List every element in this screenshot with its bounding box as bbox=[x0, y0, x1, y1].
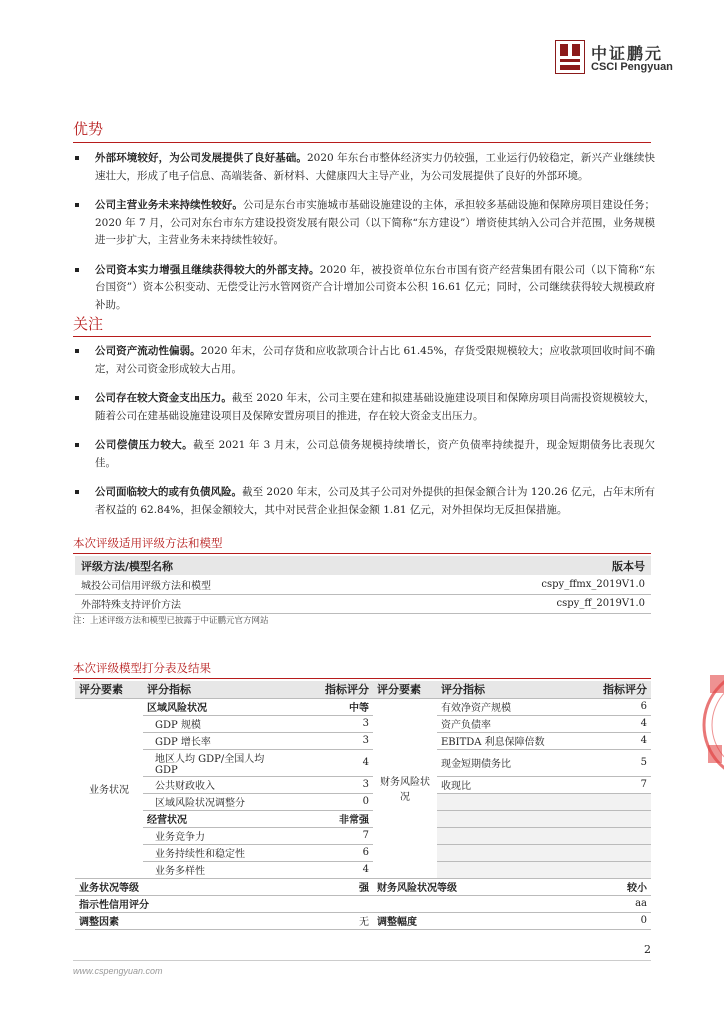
indicator-name: 有效净资产规模 bbox=[437, 698, 567, 715]
group-score: 非常强 bbox=[293, 810, 373, 827]
indicator-score: 4 bbox=[567, 732, 651, 749]
table-row bbox=[75, 575, 651, 594]
group-name: 经营状况 bbox=[143, 810, 293, 827]
table-header-row bbox=[75, 556, 651, 575]
method-version: cspy_ffmx_2019V1.0 bbox=[393, 575, 651, 594]
adjust-range: 0 bbox=[567, 912, 651, 929]
indicator-name: EBITDA 利息保障倍数 bbox=[437, 732, 567, 749]
indicator-score: 7 bbox=[293, 827, 373, 844]
methods-note: 注：上述评级方法和模型已披露于中证鹏元官方网站 bbox=[73, 616, 269, 626]
table-row bbox=[75, 698, 651, 715]
table-row bbox=[75, 594, 651, 613]
indicator-name: 业务竞争力 bbox=[143, 827, 293, 844]
table-row bbox=[75, 861, 651, 878]
business-factor-cell: 业务状况 bbox=[75, 698, 143, 878]
indicator-score: 4 bbox=[293, 861, 373, 878]
adjust-range-label: 调整幅度 bbox=[373, 912, 567, 929]
indicative-score-label: 指示性信用评分 bbox=[75, 895, 567, 912]
header-score-left: 指标评分 bbox=[293, 681, 373, 698]
concerns-list bbox=[75, 343, 655, 531]
group-score: 中等 bbox=[293, 698, 373, 715]
company-logo bbox=[555, 40, 705, 76]
business-grade: 强 bbox=[293, 878, 373, 895]
empty-cell bbox=[567, 844, 651, 861]
table-row bbox=[75, 732, 651, 749]
concern-item: 公司存在较大资金支出压力。截至 2020 年末，公司主要在建和拟建基础设施建设项目和保障房项目尚需投资规模较大，随着公司在建基础设施建设项目及保障安置房项目的推进，存在较大资金支出压力。 bbox=[75, 390, 655, 425]
col-version: 版本号 bbox=[393, 556, 651, 575]
adjust-factor: 无 bbox=[293, 912, 373, 929]
method-name: 外部特殊支持评价方法 bbox=[75, 594, 393, 613]
methods-table bbox=[75, 556, 651, 614]
empty-cell bbox=[567, 793, 651, 810]
indicator-score: 4 bbox=[293, 749, 373, 776]
indicator-score: 3 bbox=[293, 732, 373, 749]
business-grade-label: 业务状况等级 bbox=[75, 878, 293, 895]
strengths-title: 优势 bbox=[73, 120, 104, 138]
bullet-icon bbox=[75, 443, 79, 447]
bullet-icon bbox=[75, 156, 79, 160]
scoring-rule bbox=[73, 678, 651, 679]
indicator-name: 业务持续性和稳定性 bbox=[143, 844, 293, 861]
indicator-score: 5 bbox=[567, 749, 651, 776]
footer-url: www.cspengyuan.com bbox=[73, 966, 163, 976]
indicator-score: 7 bbox=[567, 776, 651, 793]
pengyuan-logo-icon bbox=[555, 40, 585, 74]
indicative-score: aa bbox=[567, 895, 651, 912]
indicator-name: 地区人均 GDP/全国人均 GDP bbox=[143, 749, 293, 776]
strengths-rule bbox=[73, 142, 651, 143]
indicator-name: 区域风险状况调整分 bbox=[143, 793, 293, 810]
scoring-table bbox=[75, 681, 651, 930]
table-row bbox=[75, 776, 651, 793]
bullet-icon bbox=[75, 203, 79, 207]
indicator-score: 3 bbox=[293, 715, 373, 732]
company-seal-icon bbox=[700, 655, 724, 795]
concerns-rule bbox=[73, 336, 651, 337]
empty-cell bbox=[437, 827, 567, 844]
bullet-icon bbox=[75, 396, 79, 400]
strength-item: 公司资本实力增强且继续获得较大的外部支持。2020 年，被投资单位东台市国有资产经营集团有限公司（以下简称“东台国资”）资本公积变动、无偿受让污水管网资产合计增加公司资本公积 16.61 亿元；同时，公司继续获得较大规模政府补助。 bbox=[75, 262, 655, 315]
indicator-score: 0 bbox=[293, 793, 373, 810]
bullet-icon bbox=[75, 490, 79, 494]
table-header-row bbox=[75, 681, 651, 698]
empty-cell bbox=[437, 844, 567, 861]
logo-chinese-name: 中证鹏元 bbox=[591, 44, 664, 63]
concern-item: 公司面临较大的或有负债风险。截至 2020 年末，公司及其子公司对外提供的担保金额合计为 120.26 亿元，占年末所有者权益的 62.84%，担保金额较大，其中对民营企业担保金额 1.81 亿元，对外担保均无反担保措施。 bbox=[75, 484, 655, 519]
concern-item: 公司偿债压力较大。截至 2021 年 3 月末，公司总债务规模持续增长，资产负债率持续提升，现金短期债务比表现欠佳。 bbox=[75, 437, 655, 472]
table-row bbox=[75, 749, 651, 776]
empty-cell bbox=[437, 793, 567, 810]
table-row bbox=[75, 810, 651, 827]
table-row bbox=[75, 715, 651, 732]
header-factor-left: 评分要素 bbox=[75, 681, 143, 698]
empty-cell bbox=[437, 861, 567, 878]
concerns-title: 关注 bbox=[73, 315, 104, 333]
header-indicator-left: 评分指标 bbox=[143, 681, 293, 698]
methods-rule bbox=[73, 553, 651, 554]
indicator-name: GDP 增长率 bbox=[143, 732, 293, 749]
footer-rule bbox=[73, 960, 651, 961]
empty-cell bbox=[567, 861, 651, 878]
logo-english-name: CSCI Pengyuan bbox=[591, 61, 673, 73]
table-row bbox=[75, 793, 651, 810]
bullet-icon bbox=[75, 349, 79, 353]
header-factor-right: 评分要素 bbox=[373, 681, 437, 698]
indicator-name: GDP 规模 bbox=[143, 715, 293, 732]
empty-cell bbox=[567, 810, 651, 827]
scoring-title: 本次评级模型打分表及结果 bbox=[73, 661, 211, 675]
col-method-name: 评级方法/模型名称 bbox=[75, 556, 393, 575]
strengths-list bbox=[75, 150, 655, 326]
table-row bbox=[75, 878, 651, 895]
indicator-score: 6 bbox=[567, 698, 651, 715]
bullet-icon bbox=[75, 268, 79, 272]
empty-cell bbox=[567, 827, 651, 844]
indicator-name: 收现比 bbox=[437, 776, 567, 793]
indicator-name: 公共财政收入 bbox=[143, 776, 293, 793]
method-name: 城投公司信用评级方法和模型 bbox=[75, 575, 393, 594]
empty-cell bbox=[437, 810, 567, 827]
concern-item: 公司资产流动性偏弱。2020 年末，公司存货和应收款项合计占比 61.45%，存货受限规模较大；应收款项回收时间不确定，对公司资金形成较大占用。 bbox=[75, 343, 655, 378]
table-row bbox=[75, 844, 651, 861]
header-indicator-right: 评分指标 bbox=[437, 681, 567, 698]
table-row bbox=[75, 912, 651, 929]
indicator-score: 4 bbox=[567, 715, 651, 732]
method-version: cspy_ff_2019V1.0 bbox=[393, 594, 651, 613]
methods-title: 本次评级适用评级方法和模型 bbox=[73, 536, 223, 550]
group-name: 区域风险状况 bbox=[143, 698, 293, 715]
indicator-name: 现金短期债务比 bbox=[437, 749, 567, 776]
financial-grade-label: 财务风险状况等级 bbox=[373, 878, 567, 895]
financial-grade: 较小 bbox=[567, 878, 651, 895]
indicator-name: 业务多样性 bbox=[143, 861, 293, 878]
financial-factor-cell: 财务风险状况 bbox=[373, 698, 437, 878]
adjust-factor-label: 调整因素 bbox=[75, 912, 293, 929]
page-number: 2 bbox=[644, 943, 651, 956]
header-score-right: 指标评分 bbox=[567, 681, 651, 698]
indicator-name: 资产负债率 bbox=[437, 715, 567, 732]
table-row bbox=[75, 827, 651, 844]
indicator-score: 6 bbox=[293, 844, 373, 861]
indicator-score: 3 bbox=[293, 776, 373, 793]
table-row bbox=[75, 895, 651, 912]
strength-item: 公司主营业务未来持续性较好。公司是东台市实施城市基础设施建设的主体，承担较多基础设施和保障房项目建设任务；2020 年 7 月，公司对东台市东方建设投资发展有限公司（以下简称“东方建设”）增资使其纳入公司合并范围，业务规模进一步扩大，主营业务未来持续性较好。 bbox=[75, 197, 655, 250]
strength-item: 外部环境较好，为公司发展提供了良好基础。2020 年东台市整体经济实力仍较强，工业运行仍较稳定，新兴产业继续快速壮大，形成了电子信息、高端装备、新材料、大健康四大主导产业，为公司发展提供了良好的外部环境。 bbox=[75, 150, 655, 185]
